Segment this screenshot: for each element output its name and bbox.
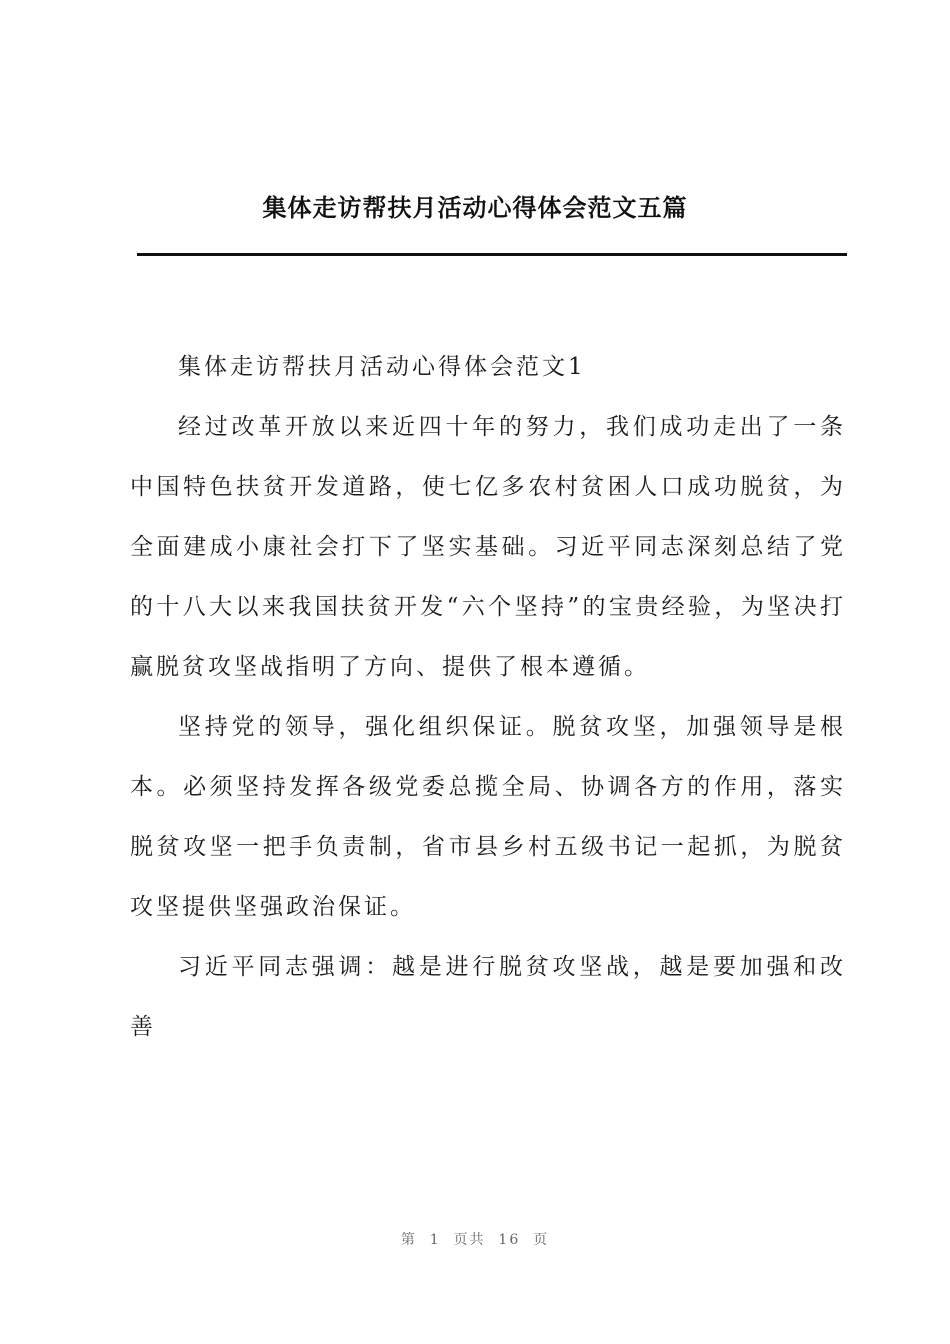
body-paragraph: 经过改革开放以来近四十年的努力，我们成功走出了一条中国特色扶贫开发道路，使七亿多农村贫困人口成功脱贫，为全面建成小康社会打下了坚实基础。习近平同志深刻总结了党的十八大以来我国扶贫开发“六个坚持”的宝贵经验，为坚决打赢脱贫攻坚战指明了方向、提供了根本遵循。 (130, 414, 846, 680)
body-paragraph: 坚持党的领导，强化组织保证。脱贫攻坚，加强领导是根本。必须坚持发挥各级党委总揽全局、协调各方的作用，落实脱贫攻坚一把手负责制，省市县乡村五级书记一起抓，为脱贫攻坚提供坚强政治保证。 (130, 714, 846, 920)
page-number-footer: 第 1 页共 16 页 (400, 1232, 550, 1248)
document-title: 集体走访帮扶月活动心得体会范文五篇 (262, 194, 688, 222)
body-paragraph: 习近平同志强调：越是进行脱贫攻坚战，越是要加强和改善 (130, 954, 846, 1040)
section-heading: 集体走访帮扶月活动心得体会范文1 (178, 354, 586, 380)
title-underline (137, 253, 847, 256)
document-body (130, 337, 846, 1057)
